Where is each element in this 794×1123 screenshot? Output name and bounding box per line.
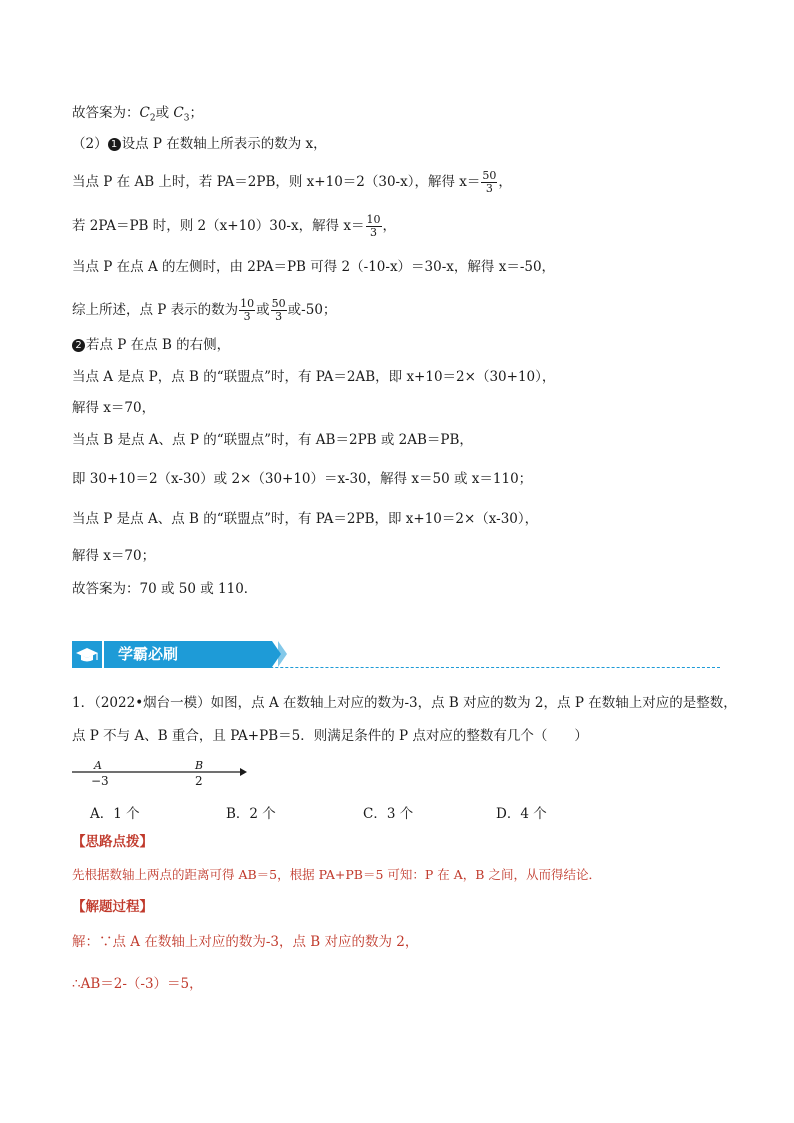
solution-heading: 【解题过程】 (72, 899, 153, 915)
case-b-line (72, 431, 473, 449)
fraction-denominator: 3 (485, 182, 493, 195)
summary-text: 综上所述，点 P 表示的数为 (72, 302, 239, 318)
answer-line-1 (72, 104, 203, 128)
fraction-numerator: 10 (240, 297, 255, 310)
fraction-denominator: 3 (243, 310, 251, 323)
case-b-solve-line (72, 470, 532, 488)
fraction-numerator: 10 (366, 213, 381, 226)
summary-line (72, 298, 336, 323)
final-answer-text: 故答案为：70 或 50 或 110． (72, 581, 258, 597)
graduation-cap-icon (72, 641, 102, 668)
right-side-text: 若点 P 在点 B 的右侧， (86, 337, 231, 353)
solution-line-2: ∴AB＝2-（-3）＝5， (72, 976, 203, 992)
case-b-text: 当点 B 是点 A、点 P 的“联盟点”时，有 AB＝2PB 或 2AB＝PB， (72, 432, 473, 448)
c2-symbol: C (139, 105, 150, 121)
case-ab-text: 当点 P 在 AB 上时，若 PA＝2PB，则 x+10＝2（30-x），解得 x＝ (72, 174, 481, 190)
case-2pa-text: 若 2PA＝PB 时，则 2（x+10）30-x，解得 x＝ (72, 218, 365, 234)
solution-line-1: 解：∵点 A 在数轴上对应的数为-3，点 B 对应的数为 2， (72, 934, 419, 950)
part-number: （2） (72, 136, 108, 152)
comma: ， (498, 174, 512, 190)
comma: ， (382, 218, 397, 234)
number-line-figure (72, 758, 252, 788)
hint-heading: 【思路点拨】 (72, 834, 153, 850)
case-a-text: 当点 A 是点 P，点 B 的“联盟点”时，有 PA＝2AB，即 x+10＝2×（30+10）， (72, 369, 556, 385)
case-p-text: 当点 P 是点 A、点 B 的“联盟点”时，有 PA＝2PB，即 x+10＝2×（x-30）， (72, 511, 539, 527)
c2-subscript: 2 (149, 113, 156, 124)
fraction-50-3 (271, 298, 287, 323)
fraction-10-3 (239, 298, 255, 323)
banner-divider (210, 667, 720, 668)
point-b-label: B (195, 759, 204, 772)
answer-label: 故答案为： (72, 105, 140, 121)
hint-text: 先根据数轴上两点的距离可得 AB＝5，根据 PA+PB＝5 可知：P 在 A，B 之间，从而得结论． (72, 867, 601, 882)
problem-text-2: 点 P 不与 A、B 重合，且 PA+PB＝5．则满足条件的 P 点对应的整数有几个（ ） (72, 728, 588, 744)
fraction-numerator: 50 (482, 169, 497, 182)
part2-right-intro (72, 336, 230, 354)
case-left-line (72, 258, 555, 276)
case-a-line (72, 368, 555, 386)
fraction-50-3 (481, 170, 497, 195)
case-2pa-line (72, 214, 396, 239)
problem-line-1 (72, 694, 737, 712)
banner-title: 学霸必刷 (104, 641, 272, 668)
fraction-denominator: 3 (370, 226, 378, 239)
point-a-value: −3 (91, 774, 109, 788)
c3-subscript: 3 (183, 113, 190, 124)
solve-70b-line (72, 547, 155, 565)
point-b-value: 2 (195, 774, 203, 788)
fraction-numerator: 50 (271, 297, 286, 310)
solve-70-text: 解得 x＝70， (72, 400, 156, 416)
option-b[interactable]: B．2 个 (226, 806, 276, 822)
solve-70-line (72, 399, 155, 417)
problem-text-1: 1．（2022•烟台一模）如图，点 A 在数轴上对应的数为-3，点 B 对应的数为 2，点 P 在数轴上对应的是整数， (72, 695, 737, 711)
problem-line-2 (72, 727, 588, 745)
case-ab-line (72, 170, 512, 195)
case-b-solve-text: 即 30+10＝2（x-30）或 2×（30+10）＝x-30，解得 x＝50 或 x＝110； (72, 471, 533, 487)
summary-end: 或-50； (287, 302, 337, 318)
part2-intro (72, 135, 327, 153)
solve-70b-text: 解得 x＝70； (72, 548, 156, 564)
c3-symbol: C (173, 105, 184, 121)
option-a[interactable]: A．1 个 (90, 806, 140, 822)
case-left-text: 当点 P 在点 A 的左侧时，由 2PA＝PB 可得 2（-10-x）＝30-x，解得 x＝-50， (72, 259, 556, 275)
or-text: 或 (155, 105, 170, 121)
chevron-right-icon (278, 641, 287, 667)
semicolon: ； (189, 105, 203, 121)
option-d[interactable]: D．4 个 (496, 806, 547, 822)
case-p-line (72, 510, 538, 528)
fraction-10-3 (366, 214, 382, 239)
part2-text: 设点 P 在数轴上所表示的数为 x， (121, 136, 327, 152)
option-c[interactable]: C．3 个 (363, 806, 414, 822)
final-answer-line (72, 580, 257, 598)
or-text: 或 (256, 302, 270, 318)
point-a-label: A (94, 759, 102, 772)
circled-two-icon: 2 (72, 339, 85, 352)
fraction-denominator: 3 (275, 310, 283, 323)
circled-one-icon: 1 (108, 138, 121, 151)
